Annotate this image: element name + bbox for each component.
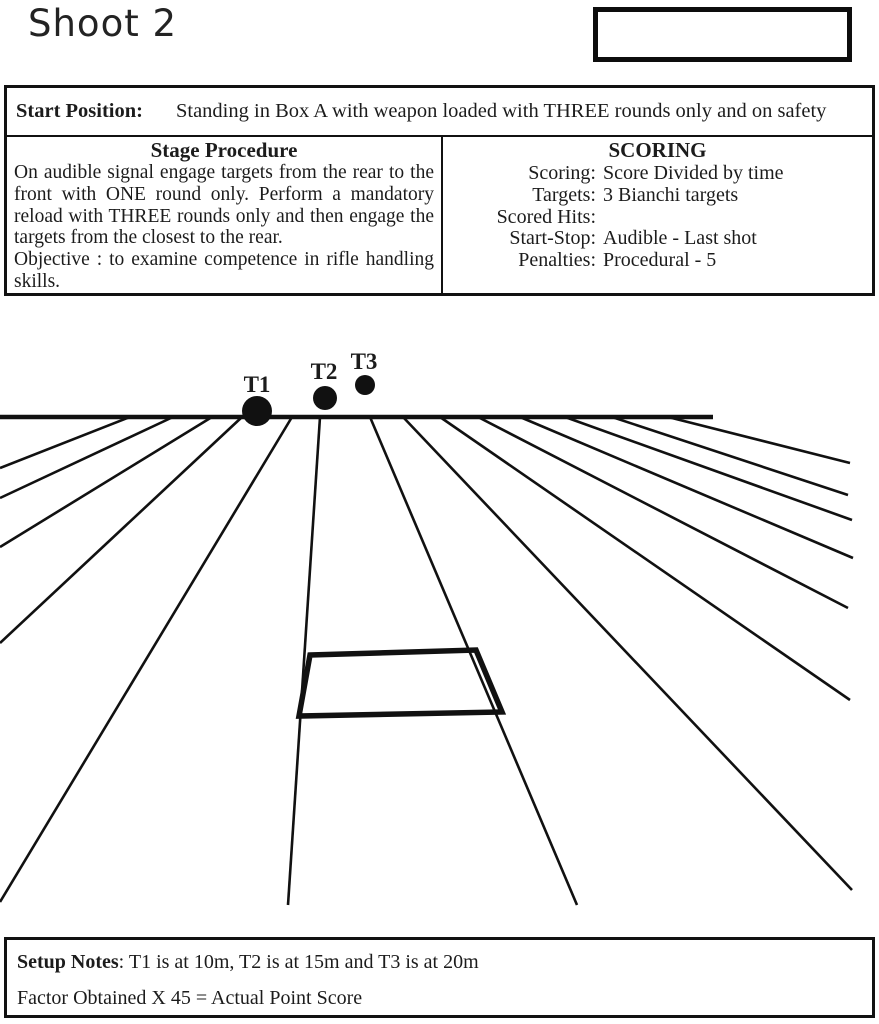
scoring-row (450, 185, 865, 207)
start-position-text: Standing in Box A with weapon loaded with THREE rounds only and on safety (175, 100, 827, 122)
start-box-outline (299, 650, 502, 716)
range-lane-line (565, 417, 852, 520)
stage-procedure-objective: Objective : to examine competence in rifle handling skills. (14, 249, 434, 292)
start-position-row (7, 88, 872, 137)
scoring-row-value: Procedural - 5 (603, 249, 717, 272)
start-position-label: Start Position: (16, 100, 143, 122)
range-lane-line (0, 417, 130, 468)
scoring-row-value: Audible - Last shot (603, 227, 757, 250)
scoring-row-label: Penalties: (518, 249, 596, 272)
scoring-row-label: Scoring: (528, 162, 596, 184)
range-lane-line (520, 417, 853, 558)
scoring-header: SCORING (608, 138, 707, 162)
scoring-row-label: Targets: (532, 183, 596, 206)
stage-procedure-cell (7, 137, 443, 293)
stage-procedure-header: Stage Procedure (150, 138, 298, 162)
scoring-row-value: Score Divided by time (603, 162, 784, 184)
range-lane-line (668, 417, 850, 463)
scoring-row (450, 163, 865, 185)
scoring-row-label: Start-Stop: (509, 227, 596, 250)
scoring-rows (450, 163, 865, 272)
target-label: T2 (310, 359, 338, 384)
scoring-row-label: Scored Hits: (496, 205, 596, 228)
table-body (7, 137, 872, 293)
stage-info-table (4, 85, 875, 296)
scoring-row-value (603, 207, 865, 229)
range-lane-line (478, 417, 848, 608)
setup-notes-label: Setup Notes (17, 951, 119, 973)
setup-notes-text: : T1 is at 10m, T2 is at 15m and T3 is at 20m (118, 951, 479, 973)
scoring-row (450, 207, 865, 229)
stage-procedure-body: On audible signal engage targets from the rear to the front with ONE round only. Perform a mandatory reload with THREE rounds only and then engage the targets from the closest to the rear. (14, 162, 434, 249)
range-lane-line (288, 417, 320, 905)
page-title: Shoot 2 (28, 2, 178, 45)
scoring-row (450, 250, 865, 272)
scoring-row-value: 3 Bianchi targets (603, 183, 739, 206)
target-marker (355, 375, 375, 395)
target-label: T3 (350, 349, 378, 374)
scoring-row (450, 228, 865, 250)
setup-notes-line (17, 951, 862, 974)
range-lane-line (0, 417, 292, 902)
range-diagram (0, 300, 879, 940)
setup-notes-box (4, 937, 875, 1018)
range-lane-line (0, 417, 242, 643)
target-marker (313, 386, 337, 410)
factor-line: Factor Obtained X 45 = Actual Point Score (17, 987, 363, 1009)
score-entry-box (593, 7, 852, 62)
range-lane-line (440, 417, 850, 700)
range-lane-line (612, 417, 848, 495)
scoring-cell (443, 137, 872, 293)
target-marker (242, 396, 272, 426)
target-label: T1 (243, 372, 271, 397)
